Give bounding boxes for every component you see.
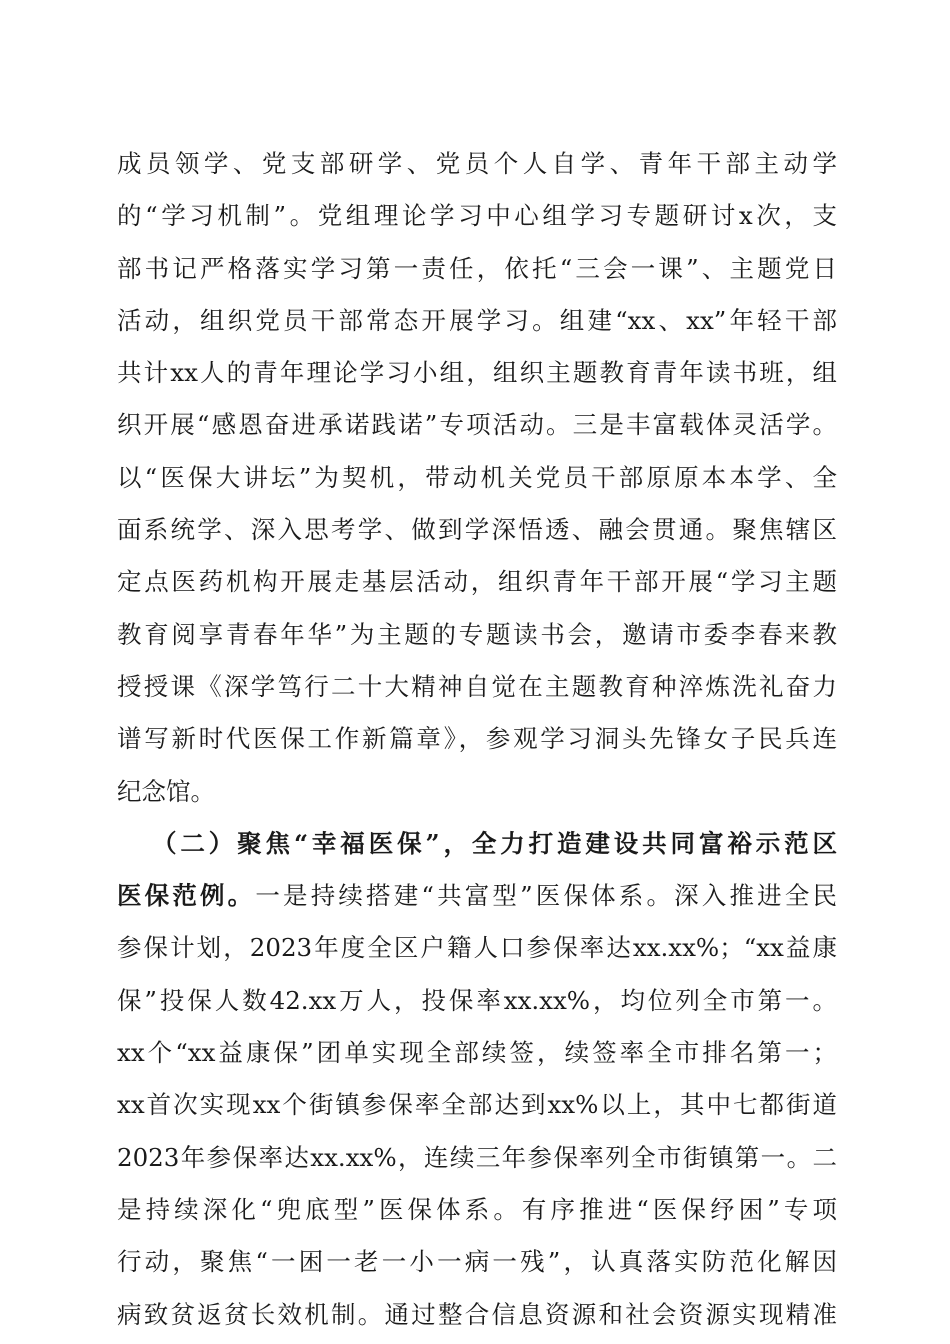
text-line: 共计xx人的青年理论学习小组，组织主题教育青年读书班，组 xyxy=(117,358,837,388)
text-line: 谱写新时代医保工作新篇章》，参观学习洞头先锋女子民兵连 xyxy=(117,724,837,754)
document-body xyxy=(117,138,837,1341)
text-line: xx首次实现xx个街镇参保率全部达到xx%以上，其中七都街道 xyxy=(117,1090,837,1120)
text-line: xx个“xx益康保”团单实现全部续签，续签率全市排名第一； xyxy=(117,1038,837,1068)
text-line: 行动，聚焦“一困一老一小一病一残”，认真落实防范化解因 xyxy=(117,1247,837,1277)
text-line: 定点医药机构开展走基层活动，组织青年干部开展“学习主题 xyxy=(117,567,837,597)
text-line: 授授课《深学笃行二十大精神自觉在主题教育种淬炼洗礼奋力 xyxy=(117,671,837,701)
text-segment: 一是持续搭建“共富型”医保体系。深入推进全民 xyxy=(255,881,837,911)
text-line: 活动，组织党员干部常态开展学习。组建“xx、xx”年轻干部 xyxy=(117,305,837,335)
text-line: 教育阅享青春年华”为主题的专题读书会，邀请市委李春来教 xyxy=(117,619,837,649)
text-line: 的“学习机制”。党组理论学习中心组学习专题研讨x次，支 xyxy=(117,201,837,231)
text-line: 成员领学、党支部研学、党员个人自学、青年干部主动学 xyxy=(117,149,837,178)
section-heading-end: 医保范例。 xyxy=(117,881,256,911)
text-line: 2023年参保率达xx.xx%，连续三年参保率列全市街镇第一。二 xyxy=(117,1142,837,1172)
text-line-last: 纪念馆。 xyxy=(117,776,215,806)
text-line: 是持续深化“兜底型”医保体系。有序推进“医保纾困”专项 xyxy=(117,1194,837,1224)
text-line: 以“医保大讲坛”为契机，带动机关党员干部原原本本学、全 xyxy=(117,462,837,492)
text-line: 织开展“感恩奋进承诺践诺”专项活动。三是丰富载体灵活学。 xyxy=(117,410,837,440)
text-line: 病致贫返贫长效机制。通过整合信息资源和社会资源实现精准 xyxy=(117,1299,837,1329)
text-line: 保”投保人数42.xx万人，投保率xx.xx%，均位列全市第一。 xyxy=(117,985,837,1015)
section-heading: （二）聚焦“幸福医保”，全力打造建设共同富裕示范区 xyxy=(152,828,837,858)
text-line: 部书记严格落实学习第一责任，依托“三会一课”、主题党日 xyxy=(117,253,837,283)
text-line: 参保计划，2023年度全区户籍人口参保率达xx.xx%；“xx益康 xyxy=(117,933,837,963)
text-line xyxy=(117,870,837,922)
text-line: 面系统学、深入思考学、做到学深悟透、融会贯通。聚焦辖区 xyxy=(117,515,837,545)
